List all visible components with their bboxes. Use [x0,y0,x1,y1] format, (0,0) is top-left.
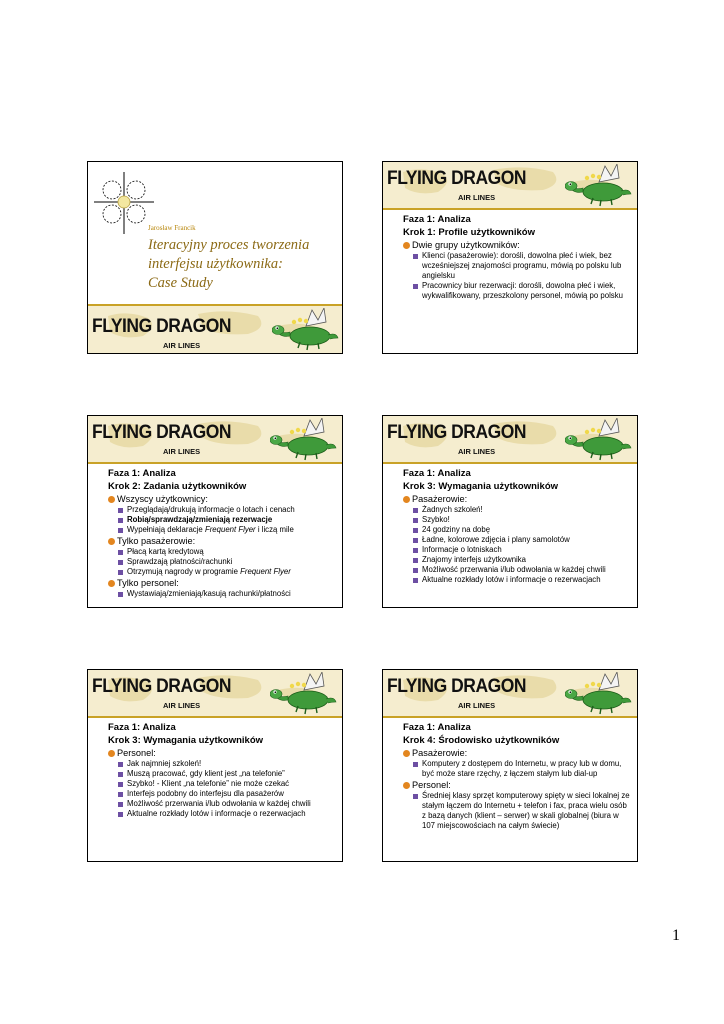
slide-tasks [87,415,343,608]
sub-bullet-item: Otrzymują nagrody w programie Frequent Flyer [108,567,336,577]
slide-subheading: Krok 2: Zadania użytkowników [108,480,247,492]
slide-heading: Faza 1: Analiza [108,468,176,479]
brand-banner [88,416,342,464]
sub-bullet-item: Możliwość przerwania i/lub odwołania w każdej chwili [108,799,336,809]
slide-heading: Faza 1: Analiza [108,722,176,733]
sub-bullet-item: Informacje o lotniskach [403,545,631,555]
sub-bullet-item: Szybko! - Klient „na telefonie” nie może czekać [108,779,336,789]
sub-bullet-item: Płacą kartą kredytową [108,547,336,557]
dragon-logo-icon [565,164,633,208]
sub-bullet-item: Interfejs podobny do interfejsu dla pasażerów [108,789,336,799]
bullet-item: Personel: [108,747,336,759]
sub-bullet-item: Żadnych szkoleń! [403,505,631,515]
brand-subtitle: AIR LINES [458,193,496,202]
sub-bullet-item: Średniej klasy sprzęt komputerowy spięty w sieci lokalnej ze stałym łączem do Internetu + telefon i fax, praca wielu osób z bazą danych (klient – serwer) w skali globalnej (biura w 107 miejscowościach na całym świecie) [403,791,631,831]
presentation-title: Iteracyjny proces tworzenia interfejsu użytkownika: Case Study [148,237,310,291]
brand-subtitle: AIR LINES [458,701,496,710]
slide-title [87,161,343,354]
sub-bullet-item: Aktualne rozkłady lotów i informacje o rezerwacjach [403,575,631,585]
slide-requirements-staff [87,669,343,862]
sub-bullet-item: Klienci (pasażerowie): dorośli, dowolna płeć i wiek, bez wcześniejszej znajomości programu, mówią po polsku lub angielsku [403,251,631,281]
slide-subheading: Krok 3: Wymagania użytkowników [108,734,264,746]
bullet-item: Pasażerowie: [403,747,631,759]
brand-name: FLYING DRAGON [92,316,232,337]
sub-bullet-item: Robią/sprawdzają/zmieniają rezerwacje [108,515,336,525]
iteration-cycle-diagram [92,170,156,236]
dragon-logo-icon [270,418,338,462]
bullet-item: Wszyscy użytkownicy: [108,493,336,505]
sub-bullet-item: Przeglądają/drukują informacje o lotach i cenach [108,505,336,515]
slide-heading: Faza 1: Analiza [403,214,471,225]
page-number: 1 [672,927,680,944]
dragon-logo-icon [272,308,340,352]
sub-bullet-item: Komputery z dostępem do Internetu, w pracy lub w domu, być może stare rzęchy, z łączem stałym lub dial-up [403,759,631,779]
brand-name: FLYING DRAGON [92,422,232,443]
brand-subtitle: AIR LINES [163,341,201,350]
brand-name: FLYING DRAGON [387,422,527,443]
brand-name: FLYING DRAGON [92,676,232,697]
sub-bullet-item: Szybko! [403,515,631,525]
slide-subheading: Krok 3: Wymagania użytkowników [403,480,559,492]
bullet-item: Tylko pasażerowie: [108,535,336,547]
bullet-item: Pasażerowie: [403,493,631,505]
brand-name: FLYING DRAGON [387,168,527,189]
sub-bullet-item: Możliwość przerwania i/lub odwołania w każdej chwili [403,565,631,575]
brand-banner [88,670,342,718]
sub-bullet-item: Znajomy interfejs użytkownika [403,555,631,565]
sub-bullet-item: Muszą pracować, gdy klient jest „na telefonie” [108,769,336,779]
sub-bullet-item: Aktualne rozkłady lotów i informacje o rezerwacjach [108,809,336,819]
slide-heading: Faza 1: Analiza [403,468,471,479]
slide-environment [382,669,638,862]
brand-banner [383,416,637,464]
bullet-item: Tylko personel: [108,577,336,589]
dragon-logo-icon [270,672,338,716]
brand-subtitle: AIR LINES [163,701,201,710]
author-name: Jarosław Francik [148,224,196,232]
brand-name: FLYING DRAGON [387,676,527,697]
brand-subtitle: AIR LINES [163,447,201,456]
brand-banner [383,670,637,718]
slide-profiles [382,161,638,354]
brand-subtitle: AIR LINES [458,447,496,456]
sub-bullet-item: 24 godziny na dobę [403,525,631,535]
brand-banner [88,304,343,354]
bullet-item: Dwie grupy użytkowników: [403,239,631,251]
sub-bullet-item: Wystawiają/zmieniają/kasują rachunki/płatności [108,589,336,599]
slide-requirements-passengers [382,415,638,608]
sub-bullet-item: Jak najmniej szkoleń! [108,759,336,769]
sub-bullet-item: Pracownicy biur rezerwacji: dorośli, dowolna płeć i wiek, wykwalifikowany, przeszkolony personel, mówią po polsku [403,281,631,301]
slide-subheading: Krok 1: Profile użytkowników [403,226,535,238]
sub-bullet-item: Wypełniają deklaracje Frequent Flyer i liczą mile [108,525,336,535]
dragon-logo-icon [565,672,633,716]
slide-subheading: Krok 4: Środowisko użytkowników [403,734,560,746]
sub-bullet-item: Ładne, kolorowe zdjęcia i plany samolotów [403,535,631,545]
dragon-logo-icon [565,418,633,462]
brand-banner [383,162,637,210]
slide-heading: Faza 1: Analiza [403,722,471,733]
bullet-item: Personel: [403,779,631,791]
sub-bullet-item: Sprawdzają płatności/rachunki [108,557,336,567]
